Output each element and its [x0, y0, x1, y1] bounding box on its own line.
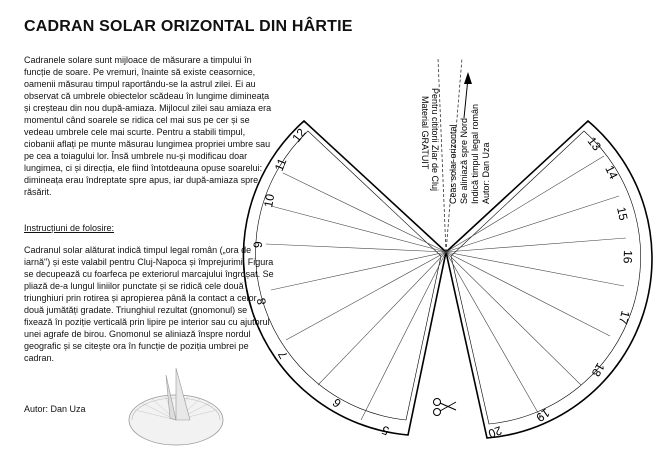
- note-line: Pentru cititorii Ziar de Cluj: [430, 88, 440, 192]
- hour-label: 9: [251, 241, 265, 248]
- hour-label: 16: [620, 249, 635, 264]
- hour-label: 5: [379, 422, 392, 439]
- hour-label: 10: [261, 192, 278, 209]
- hour-label: 18: [588, 360, 608, 380]
- hour-label: 7: [275, 348, 291, 362]
- hour-label: 15: [614, 205, 631, 222]
- note-line: Ceas solar orizontal: [448, 124, 458, 204]
- left-note: [420, 88, 440, 191]
- hour-label: 12: [289, 125, 309, 145]
- note-line: Material GRATUIT: [420, 96, 430, 170]
- note-line: Autor: Dan Uza: [481, 142, 491, 204]
- hour-label: 6: [329, 395, 344, 411]
- note-line: Se aliniază spre Nord: [459, 117, 469, 204]
- hour-label: 20: [486, 423, 504, 441]
- hour-label: 8: [254, 296, 269, 306]
- hour-label: 13: [584, 134, 604, 154]
- scissors-icon: [434, 399, 457, 416]
- hour-label: 17: [615, 309, 633, 326]
- assembled-dial-illustration: [129, 368, 223, 445]
- author-credit: Autor: Dan Uza: [24, 404, 86, 414]
- hour-lines: [266, 156, 626, 420]
- right-note: [448, 104, 491, 204]
- intro-paragraph: Cadranele solare sunt mijloace de măsurare a timpului în funcție de soare. Pe vremuri, înainte să existe ceasornice, oamenii măsurau timpul raportându-se la astrul zilei. Ei au observat că umbrele obiectelor scădeau în lungime dimineața și creșteau din nou după-amiaza. Mijlocul zilei sau amiaza era momentul când soarele se ridica cel mai sus pe cer și se vedeau umbrele cele mai scurte. Pentru a stabili timpul, ciobanii aflați pe munte măsurau lungimea propriei umbre sau pe cea a toiagului lor. Însă umbrele nu-și modificau doar lungimea, ci și direcția, ele fiind întotdeauna opuse soarelui: dimineața erau îndreptate spre apus, iar după-amiaza spre răsărit.: [24, 55, 272, 197]
- hour-label: 11: [271, 156, 290, 174]
- note-line: Indică timpul legal român: [470, 103, 480, 204]
- hour-label: 19: [533, 405, 553, 425]
- hour-label: 14: [602, 163, 621, 182]
- instructions-paragraph: Cadranul solar alăturat indică timpul legal român („ora de iarnă") și este valabil pentru Cluj-Napoca și împrejurimi. Figura se decupează cu foarfeca pe exteriorul marcajului îngroșat. Se pliază de-a lungul liniilor punctate și se ridică cele două triunghiuri prin rotirea și apropierea până la contact a celor două jumătăți gradate. Triunghiul rezultat (gnomonul) se fixează în poziție verticală prin lipire pe interior sau cu ajutorul unei agrafe de birou. Gnomonul se aliniază înspre nordul geografic și se citește ora în funcție de poziția umbrei pe cadran.: [24, 245, 274, 363]
- instructions-heading: Instrucțiuni de folosire:: [24, 223, 115, 233]
- page-title: CADRAN SOLAR ORIZONTAL DIN HÂRTIE: [24, 18, 353, 35]
